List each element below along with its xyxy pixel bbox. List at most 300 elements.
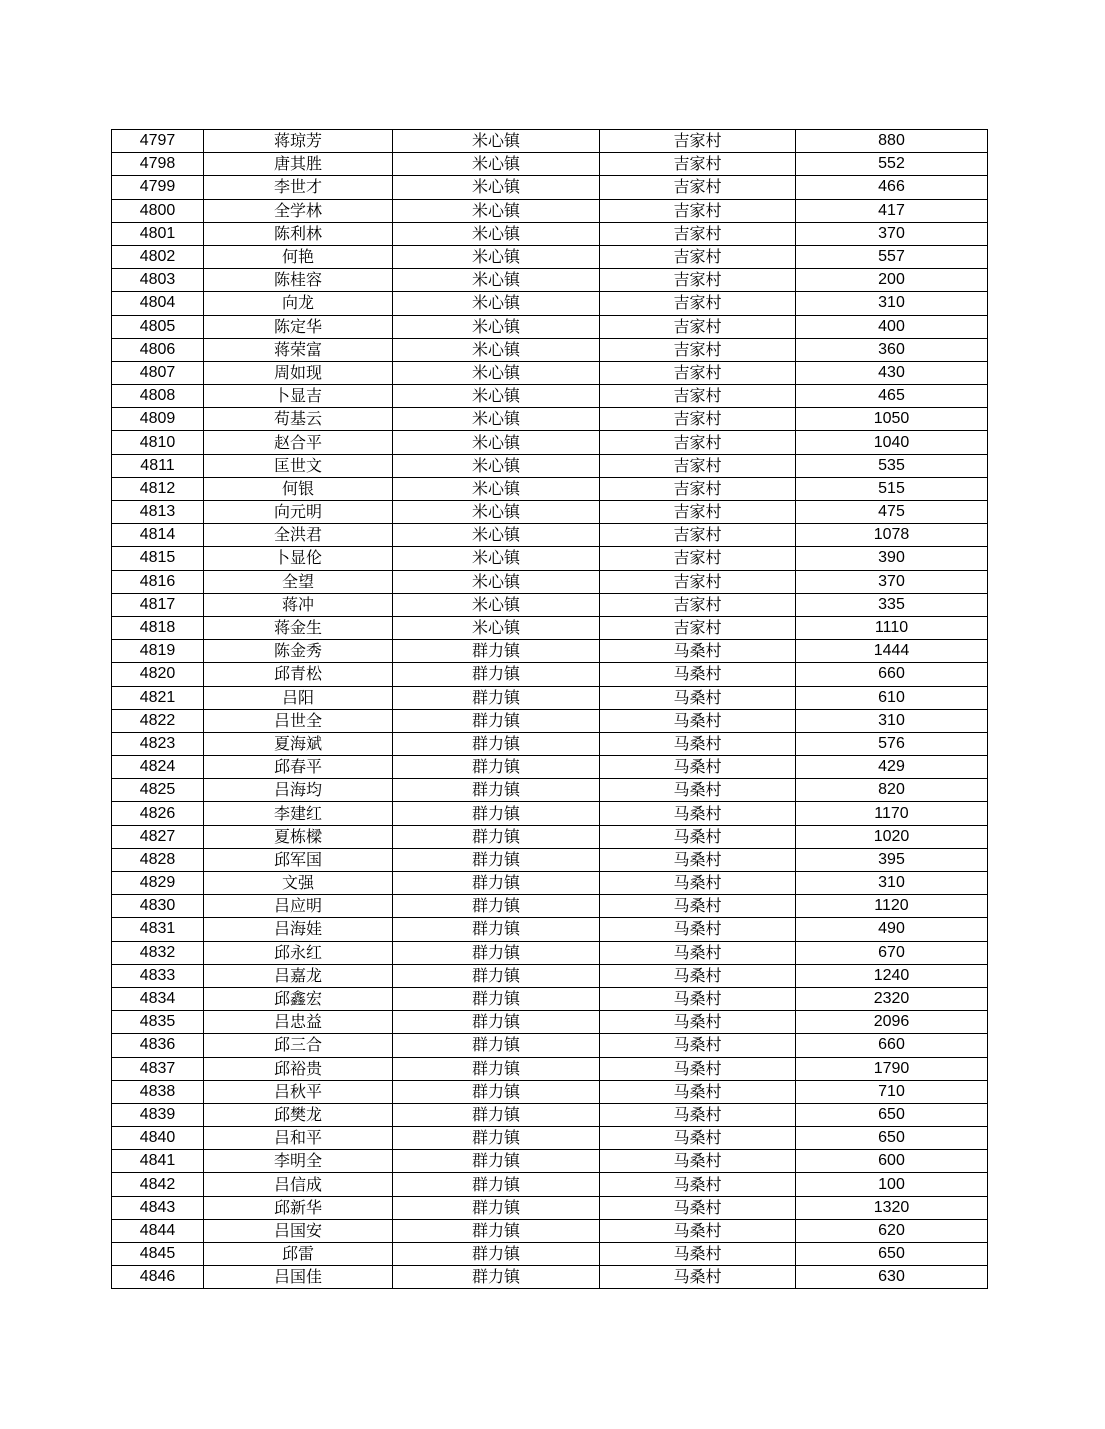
row-number-cell: 4837 (112, 1057, 204, 1080)
name-cell: 周如现 (204, 361, 393, 384)
village-cell: 马桑村 (600, 802, 796, 825)
row-number-cell: 4830 (112, 895, 204, 918)
name-cell: 蒋荣富 (204, 338, 393, 361)
town-cell: 群力镇 (393, 1103, 600, 1126)
row-number-cell: 4825 (112, 779, 204, 802)
town-cell: 群力镇 (393, 756, 600, 779)
village-cell: 吉家村 (600, 315, 796, 338)
village-cell: 吉家村 (600, 222, 796, 245)
town-cell: 米心镇 (393, 199, 600, 222)
table-row (112, 1057, 988, 1080)
village-cell: 马桑村 (600, 732, 796, 755)
row-number-cell: 4844 (112, 1219, 204, 1242)
amount-cell: 880 (796, 130, 988, 153)
table-row (112, 547, 988, 570)
name-cell: 全望 (204, 570, 393, 593)
amount-cell: 465 (796, 385, 988, 408)
name-cell: 邱青松 (204, 663, 393, 686)
name-cell: 文强 (204, 872, 393, 895)
amount-cell: 490 (796, 918, 988, 941)
town-cell: 群力镇 (393, 1219, 600, 1242)
amount-cell: 100 (796, 1173, 988, 1196)
village-cell: 吉家村 (600, 199, 796, 222)
table-row (112, 640, 988, 663)
village-cell: 马桑村 (600, 1127, 796, 1150)
amount-cell: 395 (796, 848, 988, 871)
row-number-cell: 4843 (112, 1196, 204, 1219)
town-cell: 米心镇 (393, 315, 600, 338)
table-row (112, 130, 988, 153)
table-row (112, 895, 988, 918)
town-cell: 群力镇 (393, 1057, 600, 1080)
amount-cell: 2096 (796, 1011, 988, 1034)
name-cell: 邱三合 (204, 1034, 393, 1057)
row-number-cell: 4839 (112, 1103, 204, 1126)
table-row (112, 524, 988, 547)
amount-cell: 670 (796, 941, 988, 964)
row-number-cell: 4801 (112, 222, 204, 245)
village-cell: 马桑村 (600, 1266, 796, 1289)
town-cell: 米心镇 (393, 593, 600, 616)
row-number-cell: 4803 (112, 269, 204, 292)
town-cell: 米心镇 (393, 385, 600, 408)
data-table (111, 129, 988, 1289)
amount-cell: 1120 (796, 895, 988, 918)
village-cell: 吉家村 (600, 524, 796, 547)
table-row (112, 1196, 988, 1219)
name-cell: 邱永红 (204, 941, 393, 964)
table-row (112, 709, 988, 732)
table-row (112, 1011, 988, 1034)
town-cell: 米心镇 (393, 130, 600, 153)
table-body (112, 130, 988, 1289)
town-cell: 群力镇 (393, 663, 600, 686)
row-number-cell: 4835 (112, 1011, 204, 1034)
row-number-cell: 4802 (112, 245, 204, 268)
table-row (112, 1219, 988, 1242)
name-cell: 吕和平 (204, 1127, 393, 1150)
amount-cell: 515 (796, 477, 988, 500)
table-row (112, 1150, 988, 1173)
name-cell: 李明全 (204, 1150, 393, 1173)
name-cell: 匡世文 (204, 454, 393, 477)
amount-cell: 1170 (796, 802, 988, 825)
village-cell: 马桑村 (600, 941, 796, 964)
town-cell: 米心镇 (393, 454, 600, 477)
village-cell: 马桑村 (600, 779, 796, 802)
town-cell: 米心镇 (393, 431, 600, 454)
village-cell: 马桑村 (600, 987, 796, 1010)
table-row (112, 1080, 988, 1103)
amount-cell: 200 (796, 269, 988, 292)
table-row (112, 1266, 988, 1289)
village-cell: 吉家村 (600, 385, 796, 408)
row-number-cell: 4820 (112, 663, 204, 686)
name-cell: 吕信成 (204, 1173, 393, 1196)
row-number-cell: 4797 (112, 130, 204, 153)
village-cell: 马桑村 (600, 1011, 796, 1034)
town-cell: 米心镇 (393, 338, 600, 361)
village-cell: 吉家村 (600, 501, 796, 524)
name-cell: 李建红 (204, 802, 393, 825)
name-cell: 何艳 (204, 245, 393, 268)
amount-cell: 1040 (796, 431, 988, 454)
name-cell: 蒋金生 (204, 616, 393, 639)
name-cell: 卜显伦 (204, 547, 393, 570)
amount-cell: 1050 (796, 408, 988, 431)
name-cell: 吕秋平 (204, 1080, 393, 1103)
village-cell: 马桑村 (600, 1080, 796, 1103)
amount-cell: 557 (796, 245, 988, 268)
town-cell: 群力镇 (393, 732, 600, 755)
village-cell: 吉家村 (600, 570, 796, 593)
row-number-cell: 4836 (112, 1034, 204, 1057)
row-number-cell: 4816 (112, 570, 204, 593)
table-row (112, 454, 988, 477)
name-cell: 夏栋樑 (204, 825, 393, 848)
town-cell: 群力镇 (393, 895, 600, 918)
row-number-cell: 4845 (112, 1243, 204, 1266)
table-row (112, 1173, 988, 1196)
town-cell: 米心镇 (393, 245, 600, 268)
table-row (112, 1103, 988, 1126)
table-row (112, 292, 988, 315)
table-row (112, 431, 988, 454)
village-cell: 马桑村 (600, 918, 796, 941)
table-row (112, 269, 988, 292)
name-cell: 陈利林 (204, 222, 393, 245)
table-row (112, 941, 988, 964)
village-cell: 马桑村 (600, 709, 796, 732)
amount-cell: 310 (796, 292, 988, 315)
table-row (112, 315, 988, 338)
name-cell: 唐其胜 (204, 153, 393, 176)
village-cell: 马桑村 (600, 1219, 796, 1242)
village-cell: 马桑村 (600, 640, 796, 663)
town-cell: 群力镇 (393, 941, 600, 964)
name-cell: 蒋琼芳 (204, 130, 393, 153)
table-row (112, 408, 988, 431)
village-cell: 马桑村 (600, 1103, 796, 1126)
name-cell: 吕应明 (204, 895, 393, 918)
row-number-cell: 4832 (112, 941, 204, 964)
row-number-cell: 4807 (112, 361, 204, 384)
town-cell: 群力镇 (393, 1266, 600, 1289)
name-cell: 陈金秀 (204, 640, 393, 663)
village-cell: 马桑村 (600, 756, 796, 779)
table-row (112, 222, 988, 245)
row-number-cell: 4811 (112, 454, 204, 477)
row-number-cell: 4815 (112, 547, 204, 570)
village-cell: 吉家村 (600, 245, 796, 268)
town-cell: 群力镇 (393, 1173, 600, 1196)
amount-cell: 650 (796, 1127, 988, 1150)
amount-cell: 1110 (796, 616, 988, 639)
table-row (112, 848, 988, 871)
row-number-cell: 4834 (112, 987, 204, 1010)
row-number-cell: 4817 (112, 593, 204, 616)
name-cell: 苟基云 (204, 408, 393, 431)
row-number-cell: 4833 (112, 964, 204, 987)
name-cell: 邱军国 (204, 848, 393, 871)
town-cell: 米心镇 (393, 292, 600, 315)
name-cell: 吕阳 (204, 686, 393, 709)
amount-cell: 475 (796, 501, 988, 524)
village-cell: 吉家村 (600, 130, 796, 153)
name-cell: 吕嘉龙 (204, 964, 393, 987)
town-cell: 群力镇 (393, 709, 600, 732)
name-cell: 邱裕贵 (204, 1057, 393, 1080)
table-row (112, 385, 988, 408)
town-cell: 群力镇 (393, 1080, 600, 1103)
town-cell: 群力镇 (393, 964, 600, 987)
village-cell: 吉家村 (600, 338, 796, 361)
village-cell: 吉家村 (600, 408, 796, 431)
village-cell: 吉家村 (600, 361, 796, 384)
row-number-cell: 4799 (112, 176, 204, 199)
row-number-cell: 4819 (112, 640, 204, 663)
row-number-cell: 4813 (112, 501, 204, 524)
row-number-cell: 4840 (112, 1127, 204, 1150)
amount-cell: 390 (796, 547, 988, 570)
name-cell: 吕海均 (204, 779, 393, 802)
row-number-cell: 4826 (112, 802, 204, 825)
village-cell: 马桑村 (600, 1196, 796, 1219)
table-row (112, 964, 988, 987)
table-row (112, 825, 988, 848)
town-cell: 米心镇 (393, 616, 600, 639)
town-cell: 米心镇 (393, 524, 600, 547)
row-number-cell: 4827 (112, 825, 204, 848)
table-row (112, 570, 988, 593)
amount-cell: 660 (796, 1034, 988, 1057)
town-cell: 群力镇 (393, 872, 600, 895)
amount-cell: 610 (796, 686, 988, 709)
table-row (112, 918, 988, 941)
table-row (112, 1034, 988, 1057)
row-number-cell: 4808 (112, 385, 204, 408)
town-cell: 群力镇 (393, 825, 600, 848)
town-cell: 米心镇 (393, 153, 600, 176)
town-cell: 群力镇 (393, 1127, 600, 1150)
town-cell: 米心镇 (393, 547, 600, 570)
name-cell: 邱鑫宏 (204, 987, 393, 1010)
name-cell: 蒋冲 (204, 593, 393, 616)
name-cell: 吕海娃 (204, 918, 393, 941)
row-number-cell: 4828 (112, 848, 204, 871)
amount-cell: 1444 (796, 640, 988, 663)
town-cell: 群力镇 (393, 802, 600, 825)
amount-cell: 2320 (796, 987, 988, 1010)
table-row (112, 501, 988, 524)
row-number-cell: 4823 (112, 732, 204, 755)
row-number-cell: 4805 (112, 315, 204, 338)
table-row (112, 338, 988, 361)
amount-cell: 310 (796, 872, 988, 895)
table-row (112, 153, 988, 176)
table-row (112, 686, 988, 709)
table-row (112, 593, 988, 616)
amount-cell: 820 (796, 779, 988, 802)
table-row (112, 779, 988, 802)
table-row (112, 245, 988, 268)
town-cell: 群力镇 (393, 1196, 600, 1219)
town-cell: 米心镇 (393, 222, 600, 245)
row-number-cell: 4842 (112, 1173, 204, 1196)
row-number-cell: 4806 (112, 338, 204, 361)
village-cell: 吉家村 (600, 547, 796, 570)
name-cell: 卜显吉 (204, 385, 393, 408)
amount-cell: 429 (796, 756, 988, 779)
row-number-cell: 4814 (112, 524, 204, 547)
amount-cell: 600 (796, 1150, 988, 1173)
village-cell: 马桑村 (600, 1150, 796, 1173)
name-cell: 向龙 (204, 292, 393, 315)
amount-cell: 535 (796, 454, 988, 477)
name-cell: 邱春平 (204, 756, 393, 779)
name-cell: 赵合平 (204, 431, 393, 454)
name-cell: 何银 (204, 477, 393, 500)
town-cell: 群力镇 (393, 987, 600, 1010)
town-cell: 群力镇 (393, 686, 600, 709)
table-row (112, 732, 988, 755)
table-row (112, 361, 988, 384)
name-cell: 邱雷 (204, 1243, 393, 1266)
row-number-cell: 4821 (112, 686, 204, 709)
village-cell: 马桑村 (600, 872, 796, 895)
town-cell: 米心镇 (393, 570, 600, 593)
name-cell: 吕世全 (204, 709, 393, 732)
village-cell: 马桑村 (600, 895, 796, 918)
name-cell: 夏海斌 (204, 732, 393, 755)
table-row (112, 616, 988, 639)
town-cell: 群力镇 (393, 1243, 600, 1266)
row-number-cell: 4800 (112, 199, 204, 222)
village-cell: 马桑村 (600, 1057, 796, 1080)
row-number-cell: 4818 (112, 616, 204, 639)
table-row (112, 802, 988, 825)
amount-cell: 370 (796, 570, 988, 593)
village-cell: 吉家村 (600, 176, 796, 199)
town-cell: 群力镇 (393, 1150, 600, 1173)
amount-cell: 335 (796, 593, 988, 616)
amount-cell: 310 (796, 709, 988, 732)
village-cell: 马桑村 (600, 686, 796, 709)
table-row (112, 1127, 988, 1150)
amount-cell: 1240 (796, 964, 988, 987)
table-row (112, 756, 988, 779)
town-cell: 米心镇 (393, 176, 600, 199)
town-cell: 米心镇 (393, 269, 600, 292)
table-row (112, 663, 988, 686)
village-cell: 马桑村 (600, 848, 796, 871)
village-cell: 吉家村 (600, 153, 796, 176)
name-cell: 李世才 (204, 176, 393, 199)
table-row (112, 872, 988, 895)
town-cell: 米心镇 (393, 361, 600, 384)
amount-cell: 1790 (796, 1057, 988, 1080)
village-cell: 吉家村 (600, 431, 796, 454)
row-number-cell: 4810 (112, 431, 204, 454)
row-number-cell: 4798 (112, 153, 204, 176)
row-number-cell: 4831 (112, 918, 204, 941)
town-cell: 米心镇 (393, 501, 600, 524)
town-cell: 群力镇 (393, 918, 600, 941)
town-cell: 群力镇 (393, 640, 600, 663)
amount-cell: 630 (796, 1266, 988, 1289)
amount-cell: 417 (796, 199, 988, 222)
town-cell: 米心镇 (393, 408, 600, 431)
town-cell: 群力镇 (393, 1011, 600, 1034)
amount-cell: 360 (796, 338, 988, 361)
table-row (112, 176, 988, 199)
amount-cell: 710 (796, 1080, 988, 1103)
name-cell: 邱樊龙 (204, 1103, 393, 1126)
row-number-cell: 4804 (112, 292, 204, 315)
name-cell: 陈桂容 (204, 269, 393, 292)
amount-cell: 430 (796, 361, 988, 384)
row-number-cell: 4824 (112, 756, 204, 779)
amount-cell: 650 (796, 1243, 988, 1266)
town-cell: 群力镇 (393, 848, 600, 871)
village-cell: 吉家村 (600, 269, 796, 292)
town-cell: 群力镇 (393, 1034, 600, 1057)
village-cell: 马桑村 (600, 825, 796, 848)
amount-cell: 466 (796, 176, 988, 199)
amount-cell: 576 (796, 732, 988, 755)
village-cell: 马桑村 (600, 964, 796, 987)
amount-cell: 1020 (796, 825, 988, 848)
table-row (112, 199, 988, 222)
table-row (112, 1243, 988, 1266)
name-cell: 吕忠益 (204, 1011, 393, 1034)
row-number-cell: 4822 (112, 709, 204, 732)
amount-cell: 1320 (796, 1196, 988, 1219)
amount-cell: 660 (796, 663, 988, 686)
village-cell: 吉家村 (600, 292, 796, 315)
name-cell: 邱新华 (204, 1196, 393, 1219)
village-cell: 吉家村 (600, 477, 796, 500)
amount-cell: 400 (796, 315, 988, 338)
row-number-cell: 4809 (112, 408, 204, 431)
row-number-cell: 4829 (112, 872, 204, 895)
row-number-cell: 4812 (112, 477, 204, 500)
row-number-cell: 4841 (112, 1150, 204, 1173)
name-cell: 陈定华 (204, 315, 393, 338)
village-cell: 吉家村 (600, 593, 796, 616)
name-cell: 全学林 (204, 199, 393, 222)
town-cell: 米心镇 (393, 477, 600, 500)
row-number-cell: 4838 (112, 1080, 204, 1103)
village-cell: 吉家村 (600, 454, 796, 477)
amount-cell: 620 (796, 1219, 988, 1242)
amount-cell: 650 (796, 1103, 988, 1126)
table-row (112, 987, 988, 1010)
amount-cell: 552 (796, 153, 988, 176)
name-cell: 吕国佳 (204, 1266, 393, 1289)
village-cell: 马桑村 (600, 663, 796, 686)
village-cell: 马桑村 (600, 1243, 796, 1266)
village-cell: 马桑村 (600, 1173, 796, 1196)
amount-cell: 1078 (796, 524, 988, 547)
town-cell: 群力镇 (393, 779, 600, 802)
amount-cell: 370 (796, 222, 988, 245)
name-cell: 全洪君 (204, 524, 393, 547)
row-number-cell: 4846 (112, 1266, 204, 1289)
name-cell: 吕国安 (204, 1219, 393, 1242)
name-cell: 向元明 (204, 501, 393, 524)
village-cell: 马桑村 (600, 1034, 796, 1057)
